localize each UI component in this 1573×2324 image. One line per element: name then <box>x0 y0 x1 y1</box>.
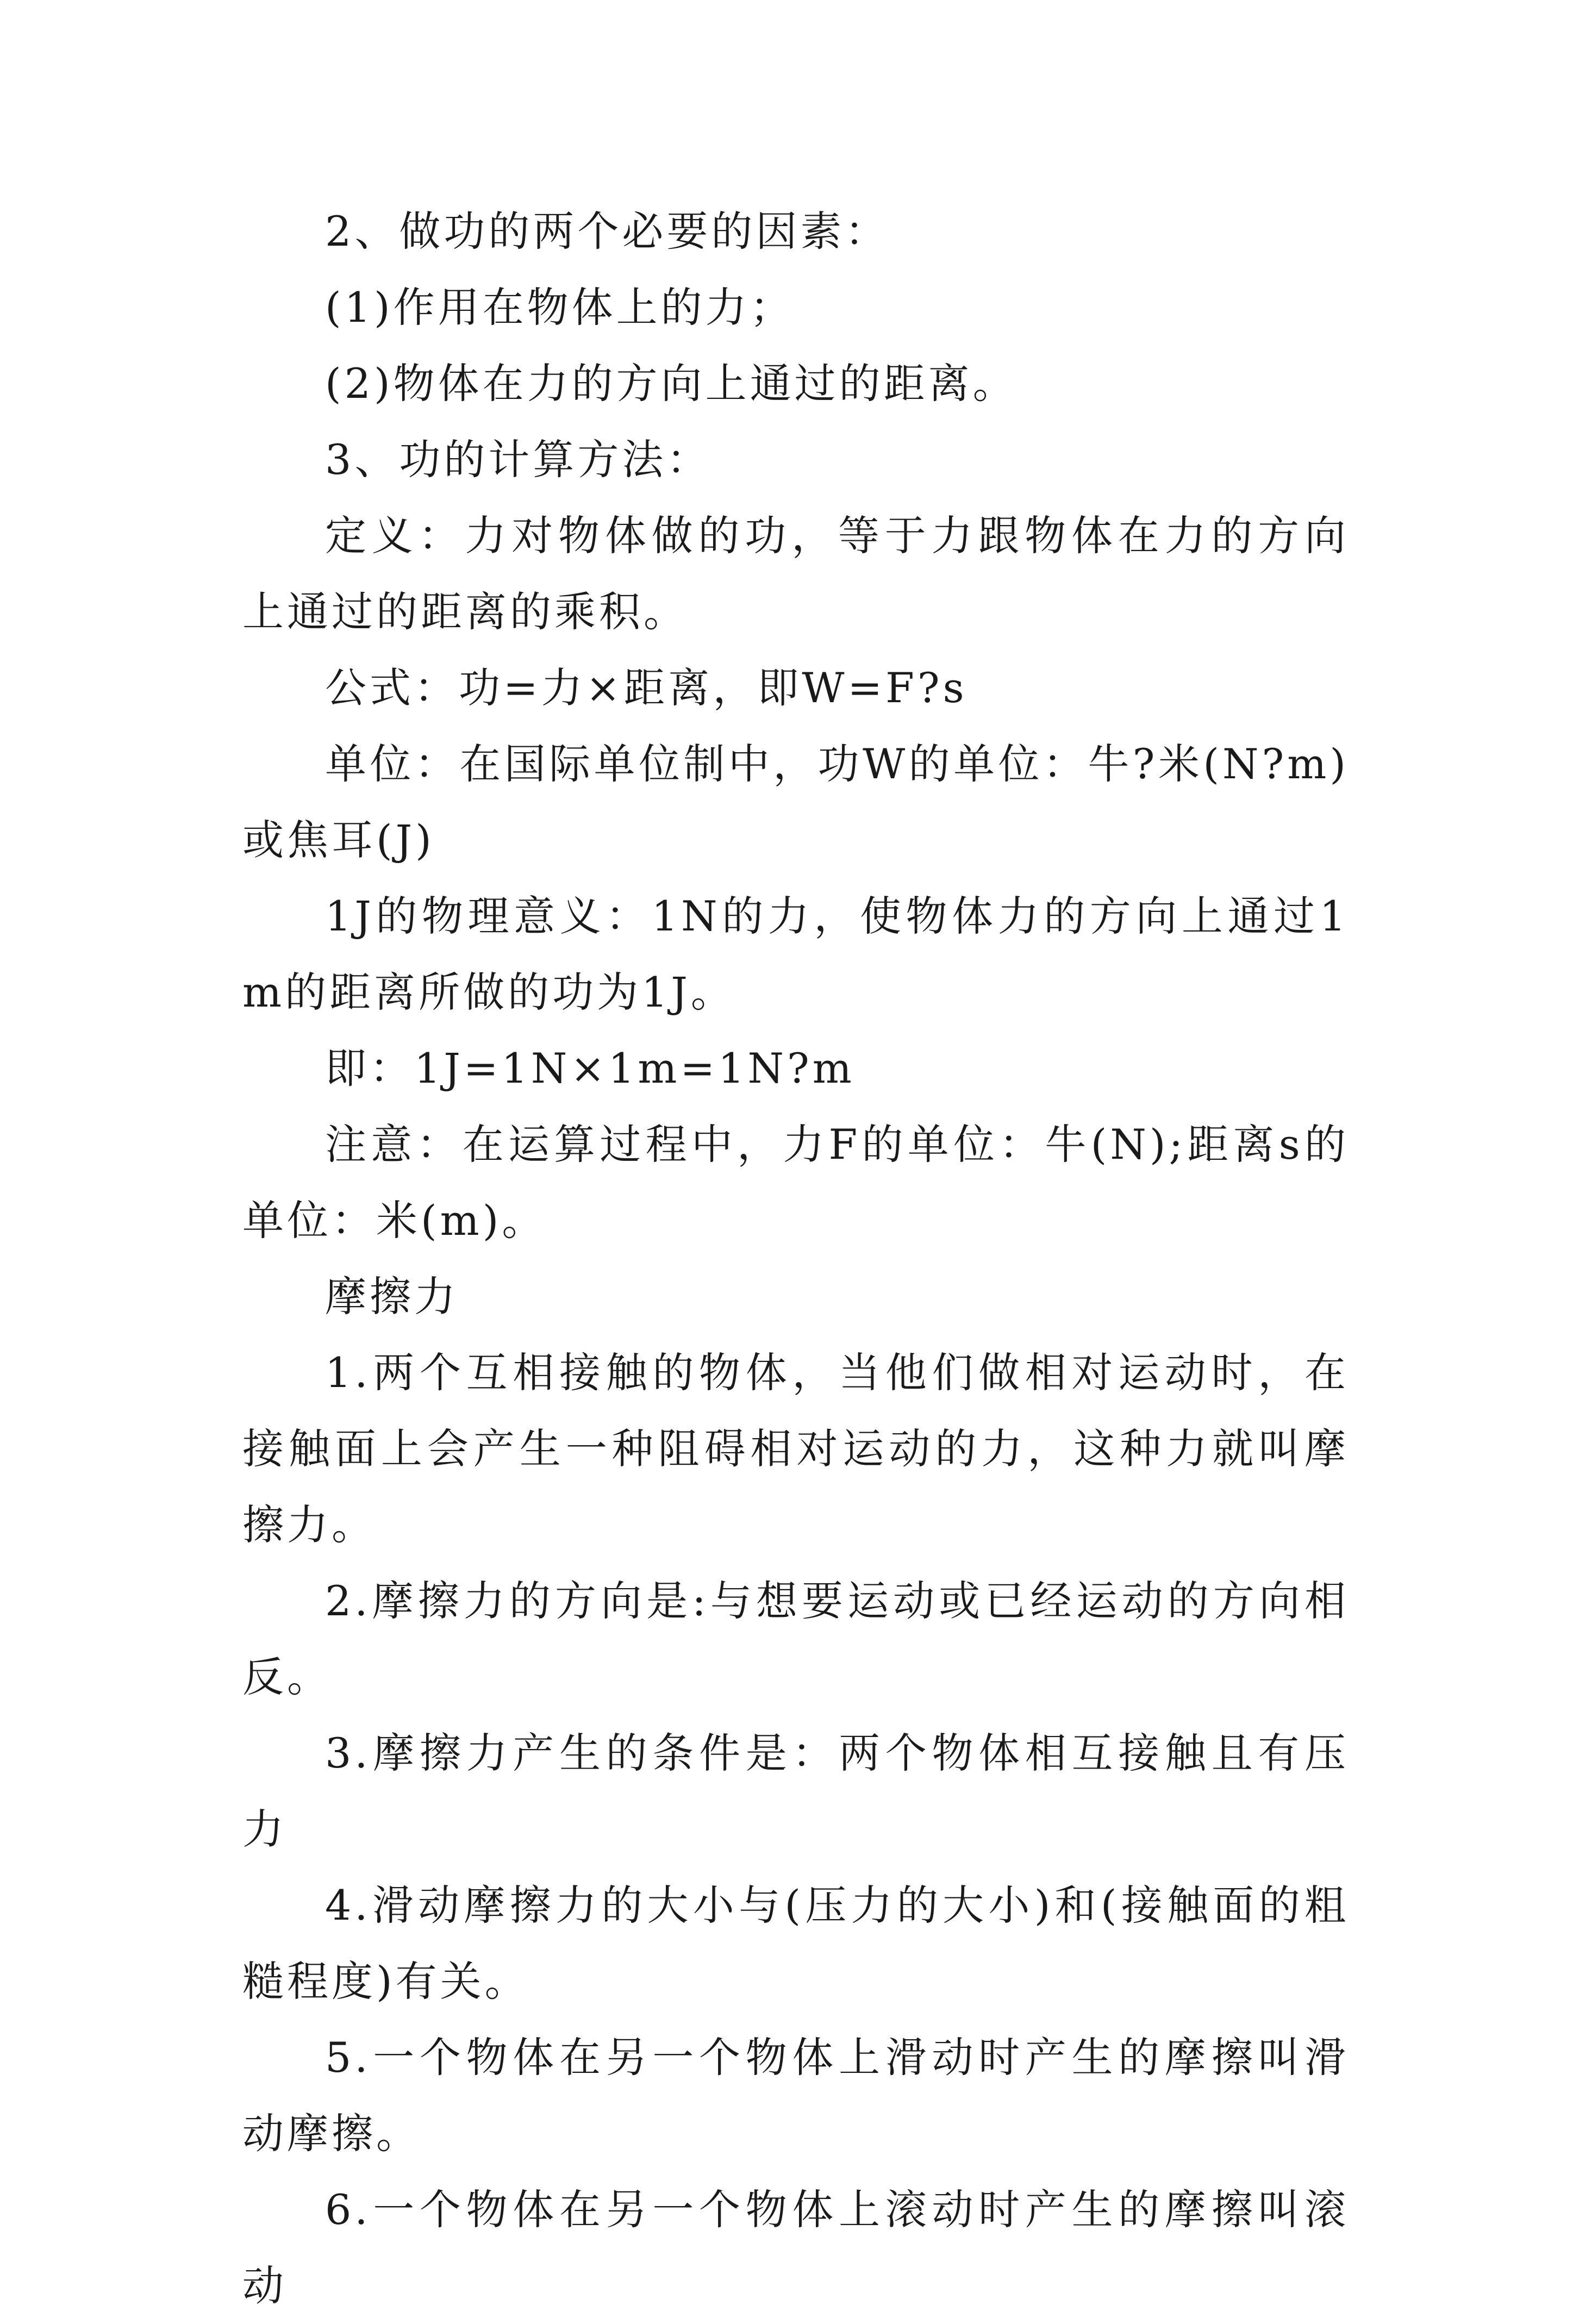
paragraph-rolling-friction: 6.一个物体在另一个物体上滚动时产生的摩擦叫滚动 <box>242 2185 1349 2310</box>
paragraph-friction-definition: 1.两个互相接触的物体，当他们做相对运动时，在接触面上会产生一种阻碍相对运动的力，这种力就叫摩擦力。 <box>242 1348 1349 1549</box>
paragraph-friction-direction: 2.摩擦力的方向是:与想要运动或已经运动的方向相反。 <box>242 1577 1349 1701</box>
paragraph-factor-distance: (2)物体在力的方向上通过的距离。 <box>325 359 1018 408</box>
paragraph-factor-force: (1)作用在物体上的力； <box>325 283 795 332</box>
paragraph-formula: 公式：功=力×距离，即W=F?s <box>325 664 967 712</box>
paragraph-work-factors-heading: 2、做功的两个必要的因素： <box>325 207 890 255</box>
paragraph-definition: 定义：力对物体做的功，等于力跟物体在力的方向上通过的距离的乘积。 <box>242 511 1349 636</box>
paragraph-friction-conditions: 3.摩擦力产生的条件是：两个物体相互接触且有压力 <box>242 1729 1349 1853</box>
paragraph-unit: 单位：在国际单位制中，功W的单位：牛?米(N?m)或焦耳(J) <box>242 740 1349 864</box>
document-body <box>242 193 1349 2324</box>
section-heading-friction: 摩擦力 <box>325 1272 459 1321</box>
paragraph-note: 注意：在运算过程中，力F的单位：牛(N);距离s的单位：米(m)。 <box>242 1120 1349 1245</box>
paragraph-work-calculation-heading: 3、功的计算方法： <box>325 435 711 484</box>
paragraph-joule-meaning: 1J的物理意义：1N的力，使物体力的方向上通过1m的距离所做的功为1J。 <box>242 892 1349 1016</box>
paragraph-sliding-friction: 5.一个物体在另一个物体上滑动时产生的摩擦叫滑动摩擦。 <box>242 2033 1349 2158</box>
paragraph-joule-equation: 即：1J=1N×1m=1N?m <box>325 1044 855 1092</box>
paragraph-sliding-friction-factors: 4.滑动摩擦力的大小与(压力的大小)和(接触面的粗糙程度)有关。 <box>242 1881 1349 2006</box>
